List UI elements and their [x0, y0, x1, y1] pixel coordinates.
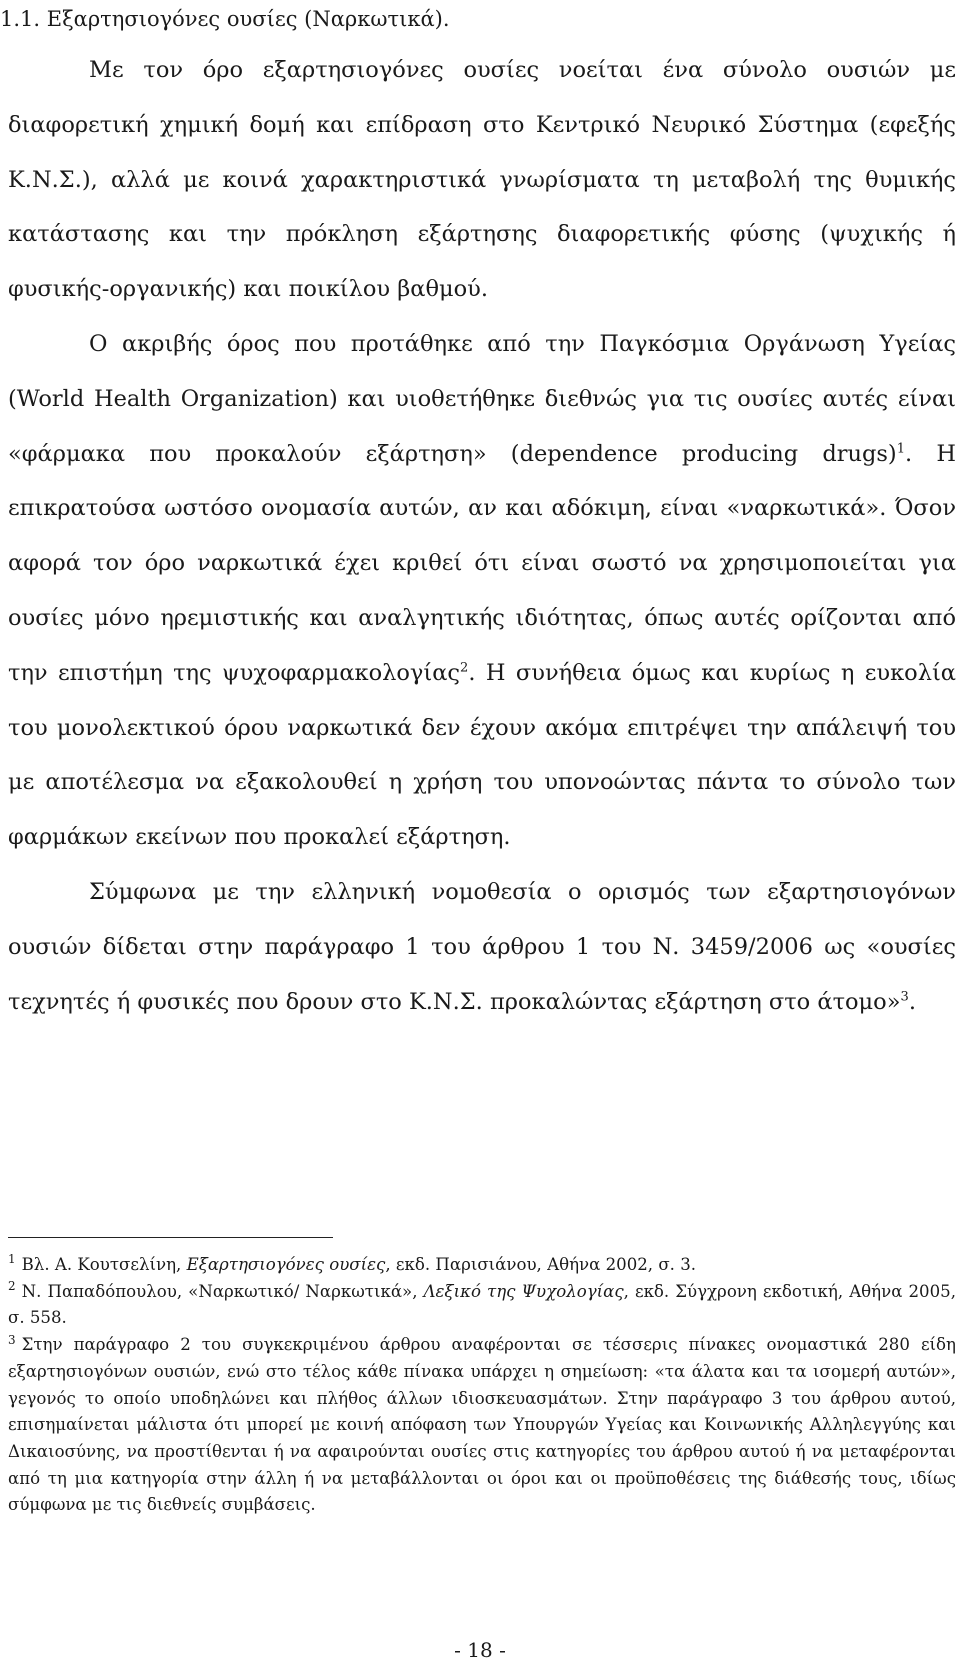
- footnotes: [8, 1252, 956, 1519]
- body-text: [8, 43, 956, 1029]
- paragraph-3-text-end: .: [908, 988, 916, 1015]
- footnote-ref-1[interactable]: 1: [896, 441, 906, 457]
- footnote-separator: [8, 1237, 333, 1238]
- paragraph-2-text-start: Ο ακριβής όρος που προτάθηκε από την Παγκόσμια Οργάνωση Υγείας (World Health Organization) και υιοθετήθηκε διεθνώς για τις ουσίες αυτές είναι «φάρμακα που προκαλούν εξάρτηση» (dependence producing drugs): [8, 330, 956, 467]
- footnote-3: [8, 1332, 956, 1519]
- footnote-2: [8, 1279, 956, 1332]
- paragraph-3: [8, 865, 956, 1029]
- footnote-number: 3: [8, 1332, 16, 1347]
- footnote-text: , εκδ. Παρισιάνου, Αθήνα 2002, σ. 3.: [385, 1255, 697, 1274]
- footnote-number: 2: [8, 1279, 16, 1294]
- footnote-1: [8, 1252, 956, 1279]
- footnote-number: 1: [8, 1252, 16, 1267]
- paragraph-2: [8, 317, 956, 865]
- footnote-book-title: Εξαρτησιογόνες ουσίες: [186, 1255, 386, 1274]
- footnote-text: Ν. Παπαδόπουλου, «Ναρκωτικό/ Ναρκωτικά»,: [21, 1281, 424, 1301]
- page-number: - 18 -: [454, 1638, 506, 1662]
- footnote-ref-3[interactable]: 3: [900, 989, 909, 1005]
- paragraph-2-text-middle: . Η επικρατούσα ωστόσο ονομασία αυτών, αν και αδόκιμη, είναι «ναρκωτικά». Όσον αφορά τον όρο ναρκωτικά έχει κριθεί ότι είναι σωστό να χρησιμοποιείται για ουσίες μόνο ηρεμιστικής και αναλγητικής ιδιότητας, όπως αυτές ορίζονται από την επιστήμη της ψυχοφαρμακολογίας: [8, 440, 956, 686]
- footnote-ref-2[interactable]: 2: [460, 660, 469, 676]
- footnote-text: Βλ. Α. Κουτσελίνη,: [21, 1255, 187, 1274]
- paragraph-1: [8, 43, 956, 317]
- paragraph-2-text-end: . Η συνήθεια όμως και κυρίως η ευκολία του μονολεκτικού όρου ναρκωτικά δεν έχουν ακόμα επιτρέψει την απάλειψή του με αποτέλεσμα να εξακολουθεί η χρήση του υπονοώντας πάντα το σύνολο των φαρμάκων εκείνων που προκαλεί εξάρτηση.: [8, 659, 956, 851]
- paragraph-1-text: Με τον όρο εξαρτησιογόνες ουσίες νοείται ένα σύνολο ουσιών με διαφορετική χημική δομή και επίδραση στο Κεντρικό Νευρικό Σύστημα (εφεξής Κ.Ν.Σ.), αλλά με κοινά χαρακτηριστικά γνωρίσματα τη μεταβολή της θυμικής κατάστασης και την πρόκληση εξάρτησης διαφορετικής φύσης (ψυχικής ή φυσικής-οργανικής) και ποικίλου βαθμού.: [8, 57, 956, 303]
- footnote-book-title: Λεξικό της Ψυχολογίας: [423, 1281, 624, 1301]
- footnote-text: Στην παράγραφο 2 του συγκεκριμένου άρθρου αναφέρονται σε τέσσερις πίνακες ονομαστικά 280 είδη εξαρτησιογόνων ουσιών, ενώ στο τέλος κάθε πίνακα υπάρχει η σημείωση: «τα άλατα και τα ισομερή αυτών», γεγονός το οποίο υποδηλώνει και πλήθος άλλων ιδιοσκευασμάτων. Στην παράγραφο 3 του άρθρου αυτού, επισημαίνεται μάλιστα ότι μπορεί με κοινή απόφαση των Υπουργών Υγείας και Κοινωνικής Αλληλεγγύης και Δικαιοσύνης, να προστίθενται ή να αφαιρούνται ουσίες στις κατηγορίες του άρθρου αυτού ή να μεταφέρονται από τη μια κατηγορία στην άλλη ή να μεταβάλλονται οι όροι και οι προϋποθέσεις της διάθεσής τους, ιδίως σύμφωνα με τις διεθνείς συμβάσεις.: [8, 1335, 956, 1515]
- section-heading: 1.1. Εξαρτησιογόνες ουσίες (Ναρκωτικά).: [0, 7, 450, 31]
- paragraph-3-text: Σύμφωνα με την ελληνική νομοθεσία ο ορισμός των εξαρτησιογόνων ουσιών δίδεται στην παράγραφο 1 του άρθρου 1 του Ν. 3459/2006 ως «ουσίες τεχνητές ή φυσικές που δρουν στο Κ.Ν.Σ. προκαλώντας εξάρτηση στο άτομο»: [8, 878, 956, 1015]
- footnote-text: , εκδ. Σύγχρονη εκδοτική, Αθήνα 2005, σ. 558.: [8, 1281, 956, 1328]
